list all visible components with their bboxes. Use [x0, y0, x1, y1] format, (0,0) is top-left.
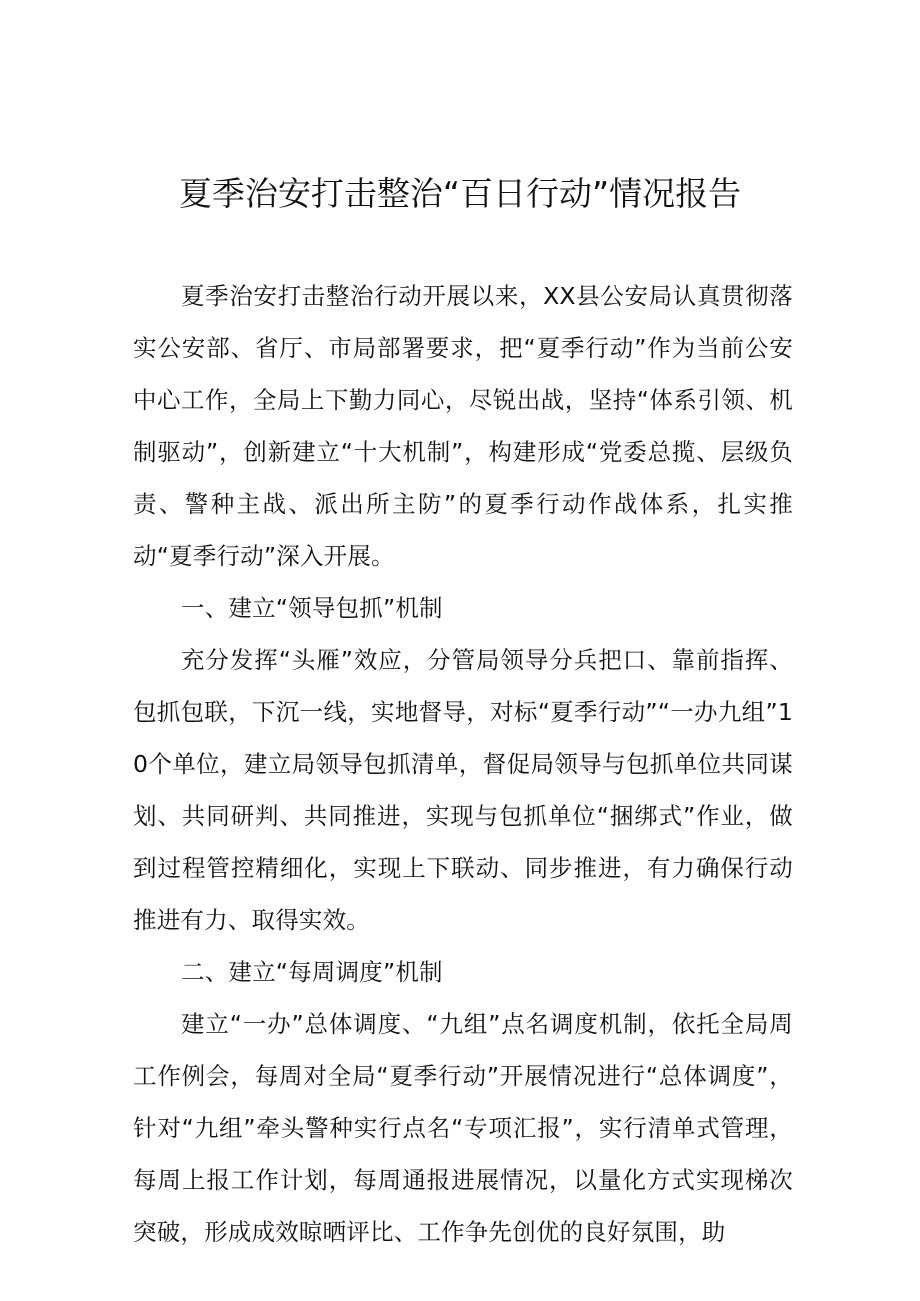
- section-1-heading: 一、建立“领导包抓”机制: [181, 594, 443, 622]
- section-2-heading: 二、建立“每周调度”机制: [181, 958, 443, 986]
- section-2-paragraph: 建立“一办”总体调度、“九组”点名调度机制，依托全局周工作例会，每周对全局“夏季行动”开展情况进行“总体调度”，针对“九组”牵头警种实行点名“专项汇报”，实行清单式管理，每周上报工作计划，每周通报进展情况，以量化方式实现梯次突破，形成成效晾晒评比、工作争先创优的良好氛围，助: [133, 1010, 793, 1246]
- intro-paragraph: 夏季治安打击整治行动开展以来，XX县公安局认真贯彻落实公安部、省厅、市局部署要求，把“夏季行动”作为当前公安中心工作，全局上下勤力同心，尽锐出战，坚持“体系引领、机制驱动”，创新建立“十大机制”，构建形成“党委总揽、层级负责、警种主战、派出所主防”的夏季行动作战体系，扎实推动“夏季行动”深入开展。: [133, 282, 793, 570]
- section-1-paragraph: 充分发挥“头雁”效应，分管局领导分兵把口、靠前指挥、包抓包联，下沉一线，实地督导，对标“夏季行动”“一办九组”10个单位，建立局领导包抓清单，督促局领导与包抓单位共同谋划、共同研判、共同推进，实现与包抓单位“捆绑式”作业，做到过程管控精细化，实现上下联动、同步推进，有力确保行动推进有力、取得实效。: [133, 646, 793, 934]
- document-body: [133, 270, 793, 1258]
- document-title: 夏季治安打击整治“百日行动”情况报告: [178, 174, 742, 213]
